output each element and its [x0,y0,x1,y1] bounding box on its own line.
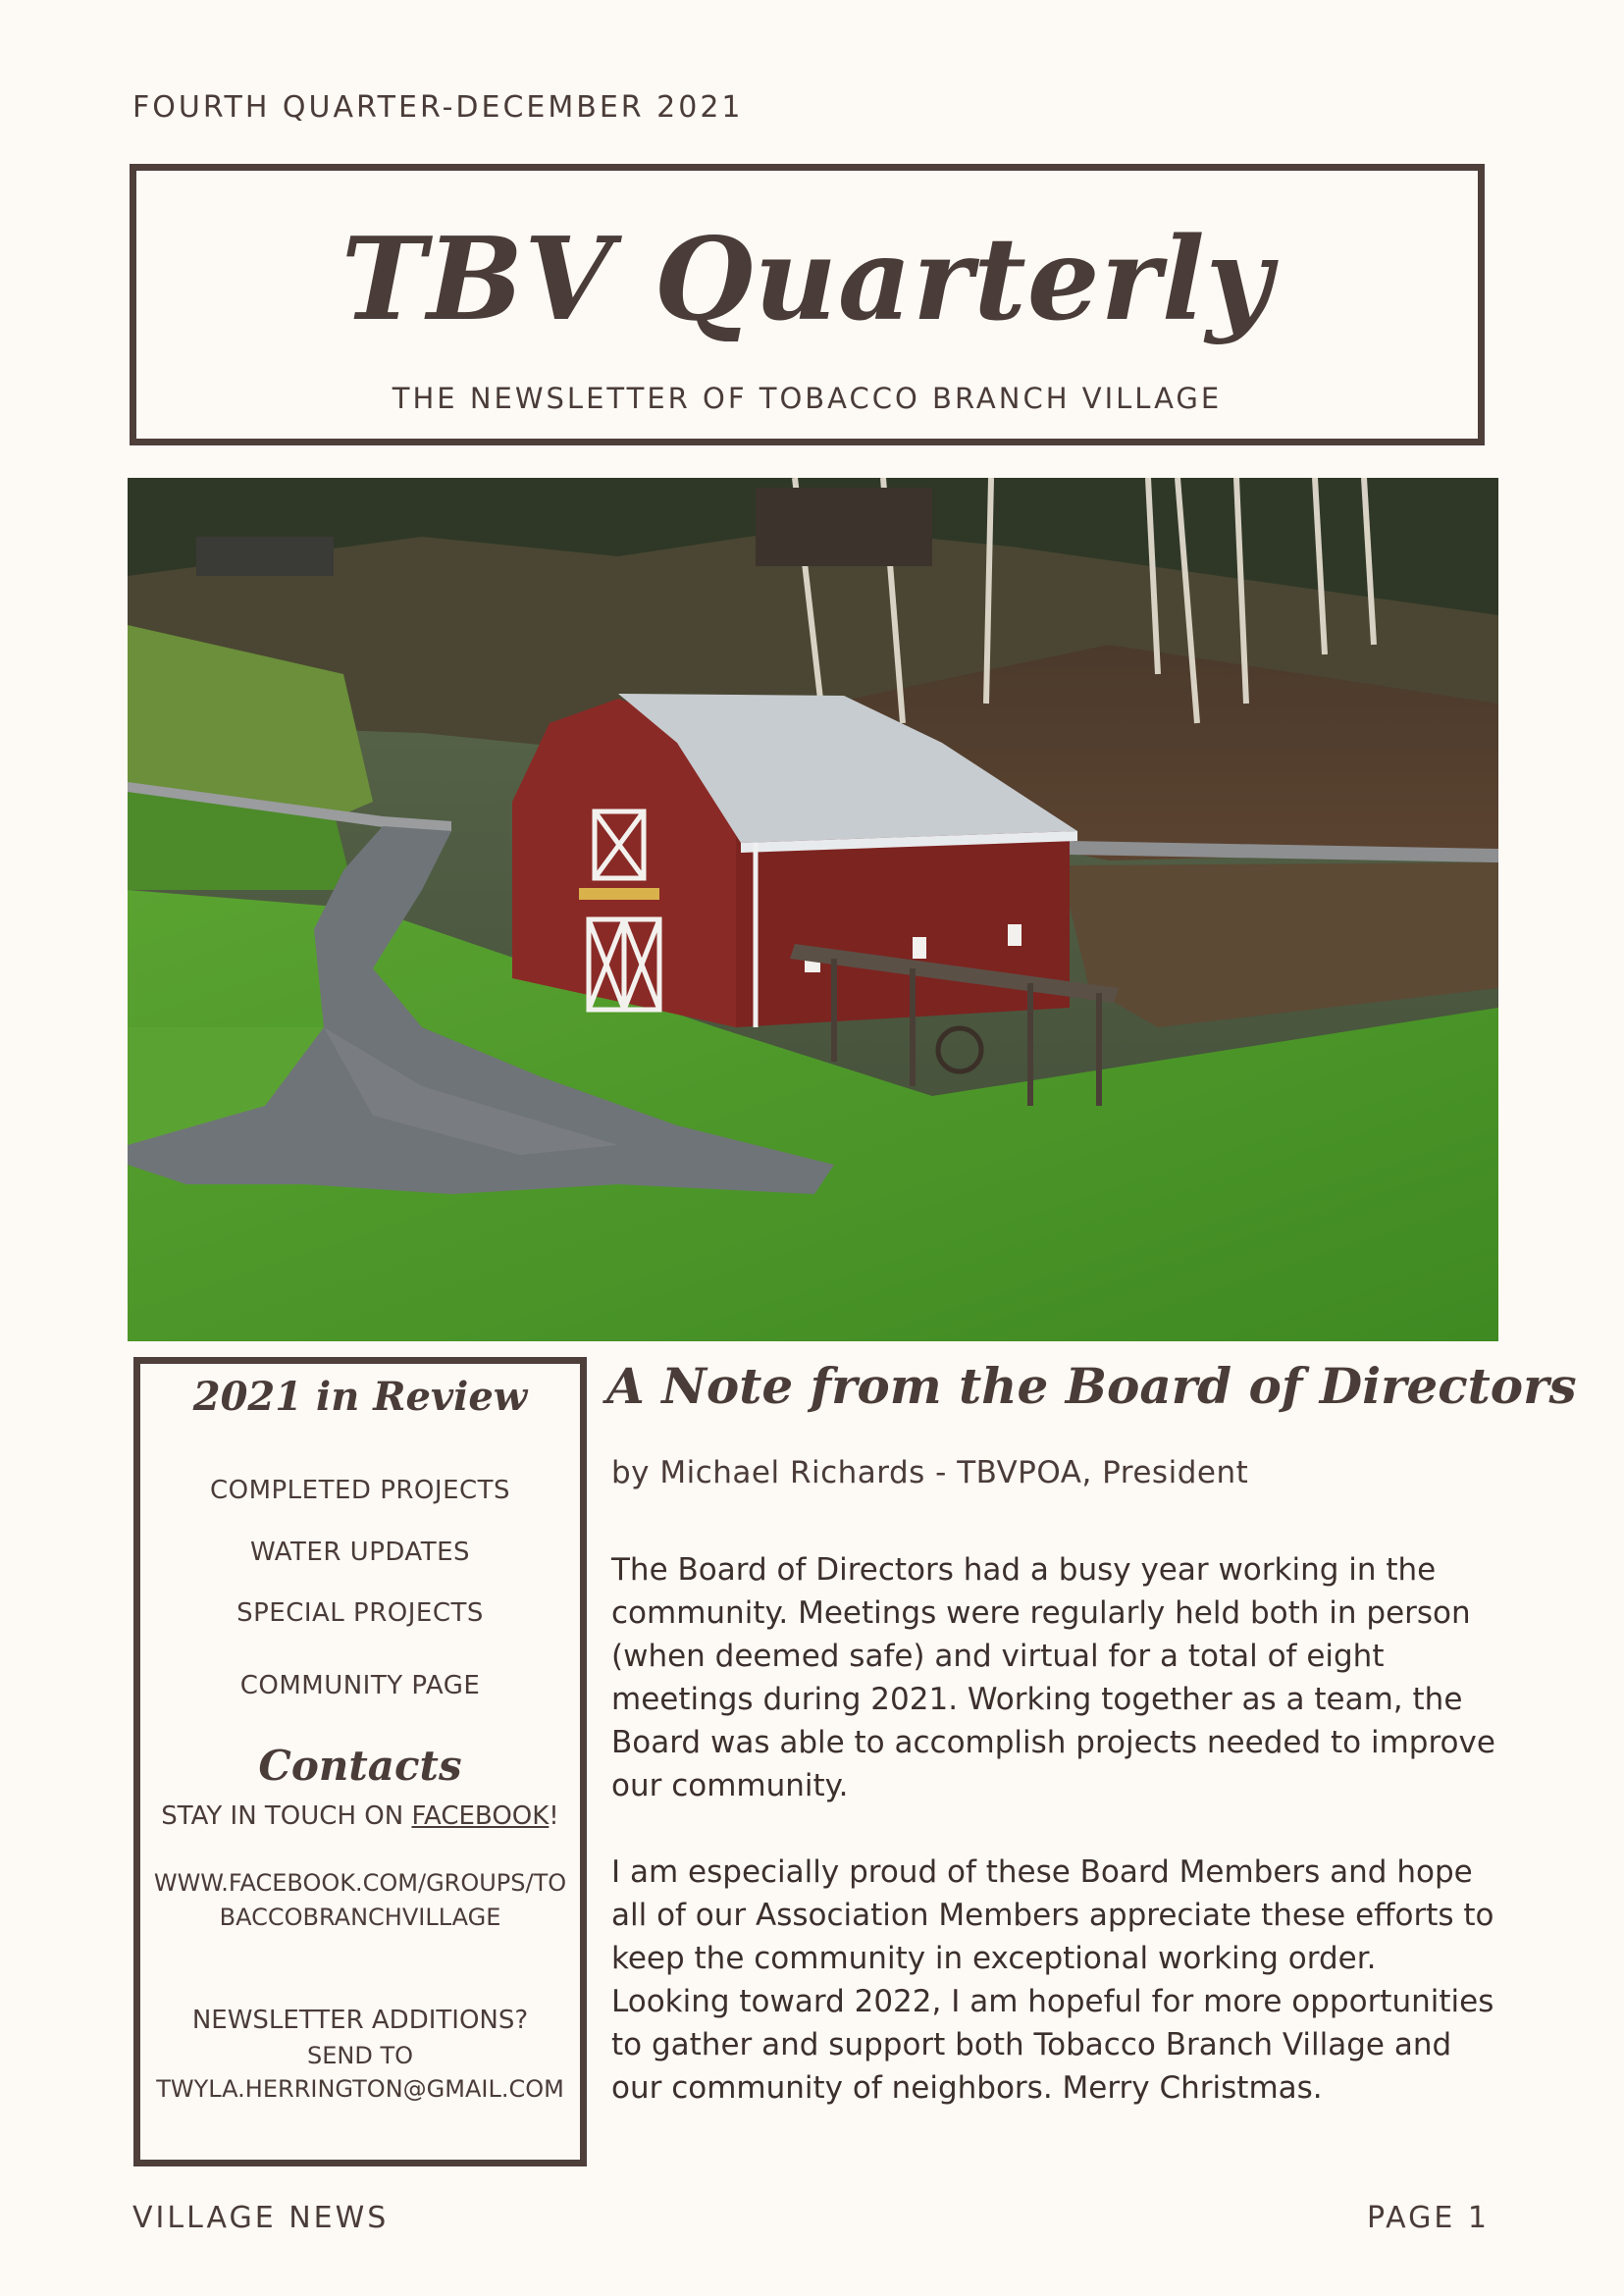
stay-in-touch-prefix: STAY IN TOUCH ON [161,1801,412,1831]
article-title: A Note from the Board of Directors [606,1357,1577,1415]
sidebar-box [133,1357,587,2166]
newsletter-subtitle: THE NEWSLETTER OF TOBACCO BRANCH VILLAGE [392,382,1223,415]
article-byline: by Michael Richards - TBVPOA, President [611,1455,1249,1490]
review-item-water-updates: WATER UPDATES [249,1538,471,1567]
barn-photo [128,478,1498,1341]
newsletter-additions: NEWSLETTER ADDITIONS? [191,2006,529,2035]
review-item-completed-projects: COMPLETED PROJECTS [209,1476,511,1505]
masthead [130,164,1485,445]
contacts-heading: Contacts [258,1742,462,1790]
review-item-community-page: COMMUNITY PAGE [239,1671,481,1700]
issue-date: FOURTH QUARTER-DECEMBER 2021 [132,90,744,125]
stay-in-touch-suffix: ! [549,1801,559,1831]
review-heading: 2021 in Review [192,1374,528,1420]
page-number: PAGE 1 [1367,2201,1490,2235]
stay-in-touch [140,1800,580,1834]
review-item-special-projects: SPECIAL PROJECTS [236,1598,484,1628]
facebook-link[interactable]: FACEBOOK [411,1801,550,1831]
facebook-url-line2: BACCOBRANCHVILLAGE [219,1904,501,1931]
contact-email: TWYLA.HERRINGTON@GMAIL.COM [156,2075,564,2103]
footer-section: VILLAGE NEWS [132,2201,390,2235]
send-to: SEND TO [306,2042,413,2069]
article-body [611,1548,1499,2110]
article-paragraph: The Board of Directors had a busy year working in the community. Meetings were regularly held both in person (when deemed safe) and virtual for a total of eight meetings during 2021. Working together as a team, the Board was able to accomplish projects needed to improve our community. [611,1552,1495,1803]
facebook-url-line1: WWW.FACEBOOK.COM/GROUPS/TO [153,1869,567,1897]
article-paragraph: I am especially proud of these Board Members and hope all of our Association Members appreciate these efforts to keep the community in exceptional working order. Looking toward 2022, I am hopeful for more opportunities to gather and support both Tobacco Branch Village and our community of neighbors. Merry Christmas. [611,1854,1494,2106]
newsletter-title: TBV Quarterly [341,213,1274,346]
